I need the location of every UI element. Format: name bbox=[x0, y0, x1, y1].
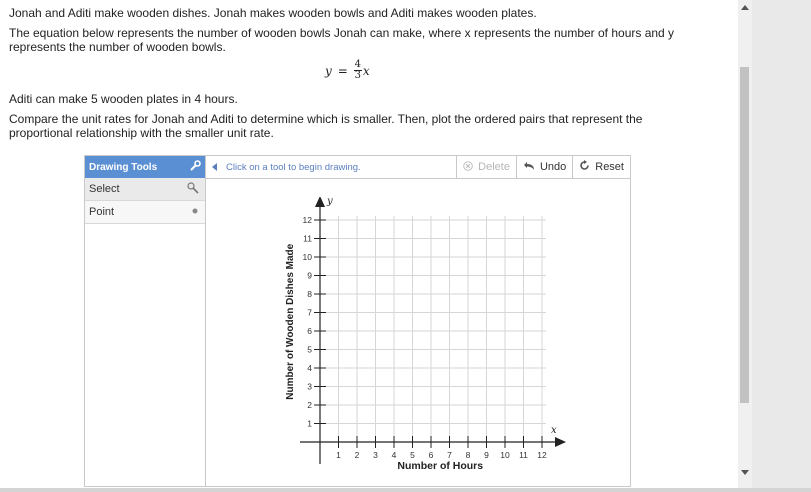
undo-button[interactable] bbox=[516, 156, 572, 178]
undo-label: Undo bbox=[539, 161, 567, 173]
y-tick-label: 11 bbox=[303, 233, 312, 244]
y-tick-label: 2 bbox=[307, 400, 312, 410]
equation-equals: = bbox=[337, 63, 348, 78]
reset-label: Reset bbox=[595, 161, 624, 173]
toolbar-hint-text: Click on a tool to begin drawing. bbox=[226, 161, 361, 173]
question-text-3: Aditi can make 5 wooden plates in 4 hours. bbox=[9, 92, 238, 106]
equation bbox=[325, 60, 370, 81]
tool-point[interactable] bbox=[85, 201, 205, 224]
x-tick-label: 1 bbox=[336, 450, 341, 460]
x-tick-label: 12 bbox=[537, 450, 547, 460]
drawing-tools-sidebar bbox=[85, 156, 206, 486]
wrench-icon bbox=[189, 160, 201, 175]
question-text-2: The equation below represents the number of wooden bowls Jonah can make, where x represents the number of hours and y represents the number of wooden bowls. bbox=[9, 26, 675, 54]
y-var-label: y bbox=[327, 197, 333, 207]
y-tick-label: 10 bbox=[302, 252, 312, 262]
tool-point-label: Point bbox=[89, 206, 115, 218]
delete-label: Delete bbox=[478, 161, 510, 173]
tool-select[interactable] bbox=[85, 178, 205, 201]
y-tick-label: 1 bbox=[307, 418, 312, 429]
equation-numerator: 4 bbox=[354, 59, 362, 70]
y-tick-label: 9 bbox=[307, 270, 312, 281]
background-pattern bbox=[752, 0, 811, 488]
y-tick-label: 12 bbox=[302, 215, 312, 225]
y-tick-label: 6 bbox=[307, 326, 312, 336]
x-var-label: x bbox=[551, 425, 557, 436]
y-tick-label: 3 bbox=[307, 381, 312, 392]
delete-button[interactable] bbox=[456, 156, 516, 178]
equation-lhs: y bbox=[325, 63, 332, 78]
x-tick-label: 8 bbox=[465, 450, 471, 460]
tool-select-label: Select bbox=[89, 183, 120, 195]
scroll-down-arrow-icon[interactable] bbox=[741, 470, 749, 475]
drawing-tools-header bbox=[85, 156, 205, 178]
drawing-toolbar bbox=[206, 156, 630, 179]
scroll-up-arrow-icon[interactable] bbox=[741, 5, 749, 10]
x-tick-label: 4 bbox=[391, 450, 397, 460]
collapse-arrow-icon[interactable] bbox=[212, 163, 217, 171]
vertical-scrollbar[interactable] bbox=[738, 0, 752, 488]
y-tick-label: 8 bbox=[307, 289, 312, 299]
equation-var: x bbox=[362, 63, 370, 78]
x-tick-label: 3 bbox=[373, 450, 378, 460]
undo-icon bbox=[523, 161, 535, 174]
y-tick-label: 4 bbox=[307, 363, 312, 373]
y-axis-label: Number of Wooden Dishes Made bbox=[285, 243, 296, 400]
x-tick-label: 5 bbox=[410, 450, 415, 460]
question-text-4: Compare the unit rates for Jonah and Aditi to determine which is smaller. Then, plot the ordered pairs that represent the proportional relationship with the smaller unit rate. bbox=[9, 112, 643, 140]
pointer-icon bbox=[187, 182, 199, 197]
x-axis-label: Number of Hours bbox=[397, 460, 484, 472]
x-tick-label: 9 bbox=[484, 450, 489, 460]
y-tick-label: 5 bbox=[307, 344, 312, 355]
equation-denominator: 3 bbox=[354, 70, 362, 81]
y-tick-label: 7 bbox=[307, 307, 312, 318]
delete-icon bbox=[463, 161, 473, 174]
x-tick-label: 7 bbox=[447, 450, 452, 460]
toolbar-hint bbox=[212, 162, 456, 173]
y-axis-arrow-icon bbox=[315, 197, 325, 207]
coordinate-graph[interactable] bbox=[192, 197, 572, 477]
bottom-bar bbox=[0, 488, 811, 492]
equation-fraction bbox=[354, 60, 362, 81]
reset-button[interactable] bbox=[572, 156, 630, 178]
x-tick-label: 2 bbox=[354, 450, 360, 460]
x-tick-label: 10 bbox=[500, 450, 510, 460]
scrollbar-thumb[interactable] bbox=[740, 67, 749, 403]
question-text-1: Jonah and Aditi make wooden dishes. Jonah makes wooden bowls and Aditi makes wooden plates. bbox=[9, 6, 537, 20]
x-tick-label: 11 bbox=[519, 450, 528, 460]
reset-icon bbox=[579, 160, 590, 174]
x-axis-arrow-icon bbox=[555, 437, 566, 447]
x-tick-label: 6 bbox=[428, 450, 434, 460]
drawing-tools-title: Drawing Tools bbox=[89, 161, 158, 173]
